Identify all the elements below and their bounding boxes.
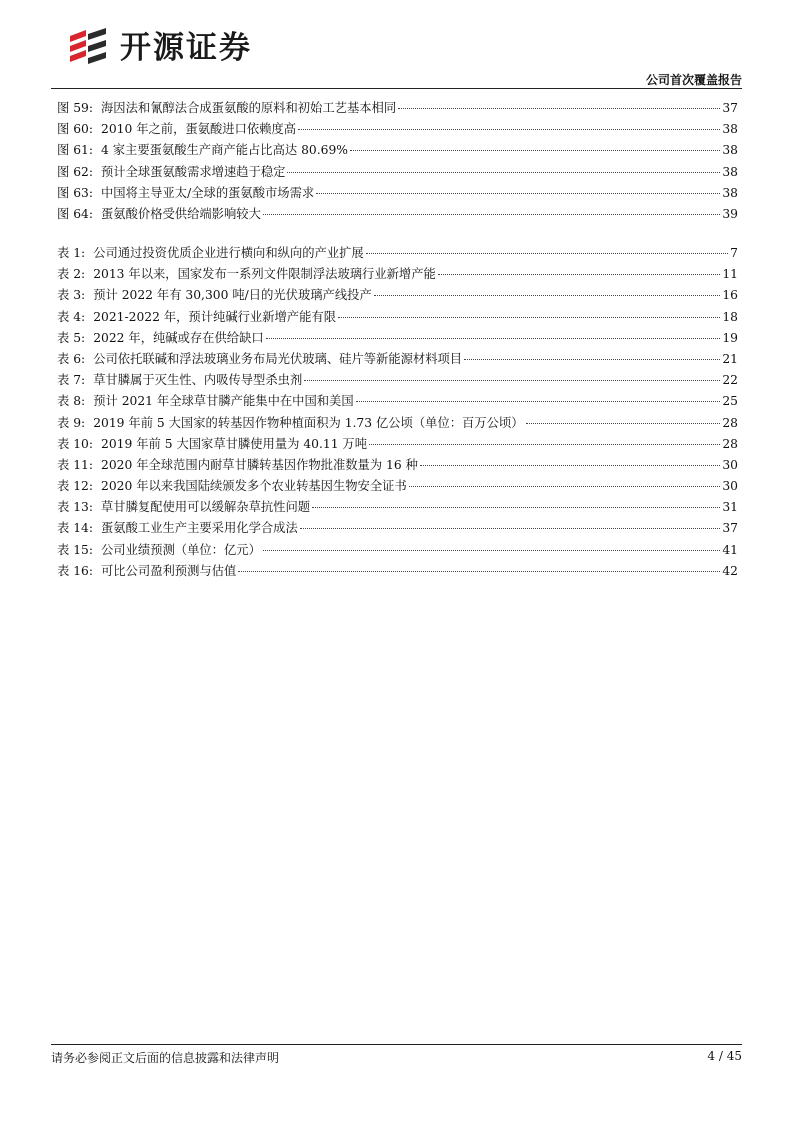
toc-entry-label: 图 59: [57,101,93,115]
page-header [0,0,793,92]
dot-leader [374,295,721,296]
table-entry[interactable] [57,391,738,412]
toc-entry-title: 2010 年之前，蛋氨酸进口依赖度高 [101,122,297,137]
toc-entry-label: 表 1: [57,246,86,260]
toc-entry-label: 表 14: [57,521,93,536]
dot-leader [238,571,720,572]
toc-entry-page: 28 [722,436,738,451]
toc-entry-page: 42 [722,563,738,578]
toc-entry-title: 2020 年以来我国陆续颁发多个农业转基因生物安全证书 [101,479,407,494]
dot-leader [366,253,728,254]
table-entry[interactable] [57,413,738,434]
figure-entry[interactable] [57,119,738,140]
dot-leader [266,338,721,339]
table-entry[interactable] [57,285,738,306]
toc-entry-title: 蛋氨酸工业生产主要采用化学合成法 [101,521,298,536]
dot-leader [312,507,720,508]
table-entry[interactable] [57,455,738,476]
page-number: 4 / 45 [707,1049,742,1063]
toc-entry-page: 16 [722,288,738,303]
toc-entry-page: 22 [722,373,738,388]
toc-entry-page: 30 [722,479,738,494]
toc-entry-label: 表 10: [57,436,93,451]
toc-entry-title: 4 家主要蛋氨酸生产商产能占比高达 80.69% [101,143,348,158]
table-entry[interactable] [57,349,738,370]
toc-entry-label: 表 9: [57,415,86,430]
dot-leader [350,150,720,151]
kaiyuan-logo-icon [66,26,112,70]
table-entry[interactable] [57,264,738,285]
table-entry[interactable] [57,540,738,561]
brand-logo [66,26,252,70]
brand-name: 开源证券 [120,30,252,66]
dot-leader [356,401,721,402]
figure-list [57,98,738,225]
toc-entry-title: 海因法和氰醇法合成蛋氨酸的原料和初始工艺基本相同 [101,101,397,115]
table-entry[interactable] [57,307,738,328]
table-entry[interactable] [57,518,738,539]
toc-entry-page: 18 [722,309,738,324]
toc-entry-page: 38 [722,122,738,137]
figure-entry[interactable] [57,183,738,204]
figure-entry[interactable] [57,98,738,119]
toc-entry-label: 表 7: [57,373,86,388]
footer-disclaimer: 请务必参阅正文后面的信息披露和法律声明 [51,1051,280,1065]
dot-leader [298,129,720,130]
report-type: 公司首次覆盖报告 [645,73,742,87]
dot-leader [526,423,721,424]
dot-leader [369,444,720,445]
toc-entry-title: 2019 年前 5 大国家草甘膦使用量为 40.11 万吨 [101,436,368,451]
toc-entry-title: 预计 2022 年有 30,300 吨/日的光伏玻璃产线投产 [93,288,372,303]
toc-entry-label: 表 3: [57,288,86,303]
toc-entry-label: 表 16: [57,563,93,578]
toc-entry-page: 21 [722,351,738,366]
dot-leader [263,550,720,551]
table-entry[interactable] [57,434,738,455]
toc-entry-page: 28 [722,415,738,430]
dot-leader [304,380,720,381]
toc-entry-label: 表 13: [57,500,93,515]
toc-entry-title: 草甘膦复配使用可以缓解杂草抗性问题 [101,500,311,515]
dot-leader [338,317,720,318]
dot-leader [420,465,720,466]
toc-entry-label: 图 62: [57,164,93,179]
toc-entry-title: 公司业绩预测（单位：亿元） [101,542,261,557]
toc-entry-label: 表 11: [57,457,93,472]
toc-entry-title: 蛋氨酸价格受供给端影响较大 [101,206,261,221]
toc-entry-label: 图 61: [57,143,93,158]
toc-entry-title: 公司通过投资优质企业进行横向和纵向的产业扩展 [93,246,364,260]
toc-entry-page: 31 [722,500,738,515]
toc-entry-title: 公司依托联碱和浮法玻璃业务布局光伏玻璃、硅片等新能源材料项目 [93,351,463,366]
toc-entry-title: 2019 年前 5 大国家的转基因作物种植面积为 1.73 亿公顷（单位：百万公顷） [93,415,524,430]
header-divider [51,88,742,89]
toc-entry-label: 表 5: [57,330,86,345]
toc-entry-page: 30 [722,457,738,472]
toc-entry-page: 38 [722,164,738,179]
toc-entry-page: 7 [730,246,738,260]
toc-entry-page: 37 [722,521,738,536]
toc-entry-page: 11 [722,267,738,282]
dot-leader [464,359,720,360]
toc-entry-page: 38 [722,143,738,158]
dot-leader [398,108,720,109]
toc-entry-label: 表 6: [57,351,86,366]
toc-entry-page: 25 [722,394,738,409]
dot-leader [438,274,721,275]
toc-entry-page: 41 [722,542,738,557]
toc-entry-label: 表 12: [57,479,93,494]
toc-entry-page: 39 [722,206,738,221]
toc-entry-title: 预计全球蛋氨酸需求增速趋于稳定 [101,164,286,179]
toc-entry-page: 38 [722,185,738,200]
table-entry[interactable] [57,561,738,582]
toc-entry-title: 草甘膦属于灭生性、内吸传导型杀虫剂 [93,373,303,388]
table-entry[interactable] [57,328,738,349]
toc-entry-label: 表 2: [57,267,86,282]
toc-entry-title: 可比公司盈利预测与估值 [101,563,237,578]
dot-leader [316,193,720,194]
toc-entry-label: 表 8: [57,394,86,409]
toc-entry-title: 中国将主导亚太/全球的蛋氨酸市场需求 [101,185,315,200]
table-list [57,243,738,582]
toc-entry-label: 表 4: [57,309,86,324]
toc-entry-title: 2013 年以来，国家发布一系列文件限制浮法玻璃行业新增产能 [93,267,436,282]
toc-entry-page: 37 [722,101,738,115]
toc-entry-title: 2020 年全球范围内耐草甘膦转基因作物批准数量为 16 种 [101,457,418,472]
table-entry[interactable] [57,370,738,391]
toc-entry-title: 2021-2022 年，预计纯碱行业新增产能有限 [93,309,336,324]
table-entry[interactable] [57,476,738,497]
toc-entry-label: 表 15: [57,542,93,557]
footer-divider [51,1044,742,1045]
dot-leader [287,172,720,173]
dot-leader [409,486,721,487]
toc-entry-label: 图 64: [57,206,93,221]
toc-entry-label: 图 63: [57,185,93,200]
figure-entry[interactable] [57,140,738,161]
dot-leader [300,528,721,529]
figure-entry[interactable] [57,204,738,225]
toc-entry-title: 2022 年，纯碱或存在供给缺口 [93,330,264,345]
dot-leader [263,214,720,215]
toc-entry-title: 预计 2021 年全球草甘膦产能集中在中国和美国 [93,394,354,409]
table-entry[interactable] [57,497,738,518]
toc-entry-page: 19 [722,330,738,345]
toc-entry-label: 图 60: [57,122,93,137]
figure-entry[interactable] [57,162,738,183]
table-entry[interactable] [57,243,738,264]
